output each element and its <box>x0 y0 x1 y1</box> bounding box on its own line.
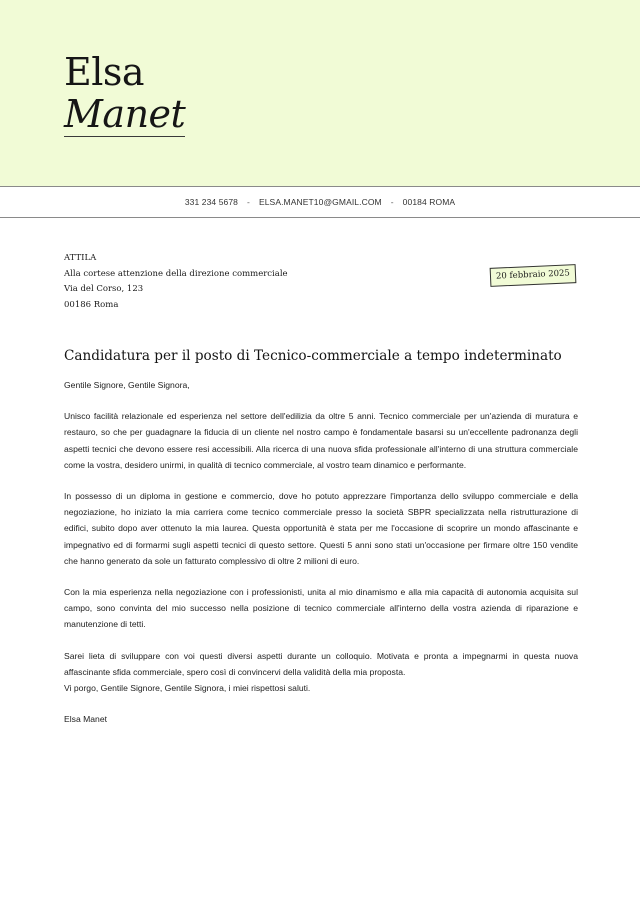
paragraph-3: Con la mia esperienza nella negoziazione con i professionisti, unita al mio dinamismo e alla mia capacità di autonomia acquisita sul campo, sono convinta del mio successo nella posizione di tecnico commerciale all'interno della vostra azienda di riparazione e manutenzione di tetti. <box>64 587 578 630</box>
recipient-street: Via del Corso, 123 <box>64 284 144 295</box>
email-address: ELSA.MANET10@GMAIL.COM <box>258 197 382 207</box>
city-address: 00184 ROMA <box>402 197 456 207</box>
paragraph-2: In possesso di un diploma in gestione e commercio, dove ho potuto apprezzare l'importanza dello sviluppo commerciale e della negoziazione, ho iniziato la mia carriera come tecnico commerciale presso la società SBPR specializzata nella ristrutturazione di edifici, subito dopo aver ottenuto la mia laurea. Questa opportunità è stata per me l'occasione di scoprire un mondo affascinante e impegnativo ed di formarmi sugli aspetti tecnici di questo settore. Questi 5 anni sono stati un'occasione per firmare oltre 150 vendite che hanno generato da sole un fatturato complessivo di oltre 2 milioni di euro. <box>64 491 578 566</box>
letter-body <box>64 377 578 727</box>
closing-paragraph: Sarei lieta di sviluppare con voi questi diversi aspetti durante un colloquio. Motivata e pronta a impegnarmi in questa nuova affascinante sfida commerciale, spero così di convincervi della validità della mia proposta. <box>64 650 578 677</box>
phone-number: 331 234 5678 <box>184 197 239 207</box>
date-badge: 20 febbraio 2025 <box>490 264 577 287</box>
contact-bar <box>0 186 640 218</box>
recipient-attention: Alla cortese attenzione della direzione commerciale <box>64 268 288 279</box>
recipient-company: ATTILA <box>64 253 97 263</box>
recipient-postal: 00186 Roma <box>64 299 119 310</box>
signature: Elsa Manet <box>64 714 107 725</box>
paragraph-1: Unisco facilità relazionale ed esperienza nel settore dell'edilizia da oltre 5 anni. Tecnico commerciale per un'azienda di muratura e restauro, so che per guadagnare la fiducia di un cliente nel nostro campo è fondamentale basarsi su un'eccellente padronanza degli aspetti tecnici che devono essere resi accessibili. Alla ricerca di una nuova sfida professionale all'interno di una struttura commerciale come la vostra, desidero unirmi, in qualità di tecnico commerciale, al vostro team dinamico e performante. <box>64 411 578 470</box>
recipient-block <box>64 251 288 313</box>
last-name: Manet <box>64 92 186 136</box>
closing-salutation: Vi porgo, Gentile Signore, Gentile Signora, i miei rispettosi saluti. <box>64 683 311 694</box>
greeting: Gentile Signore, Gentile Signora, <box>64 380 190 390</box>
header-banner <box>0 0 640 186</box>
contact-separator: - <box>390 197 394 207</box>
contact-separator: - <box>247 197 250 207</box>
letter-subject: Candidatura per il posto di Tecnico-commerciale a tempo indeterminato <box>64 348 562 364</box>
first-name: Elsa <box>64 50 145 94</box>
